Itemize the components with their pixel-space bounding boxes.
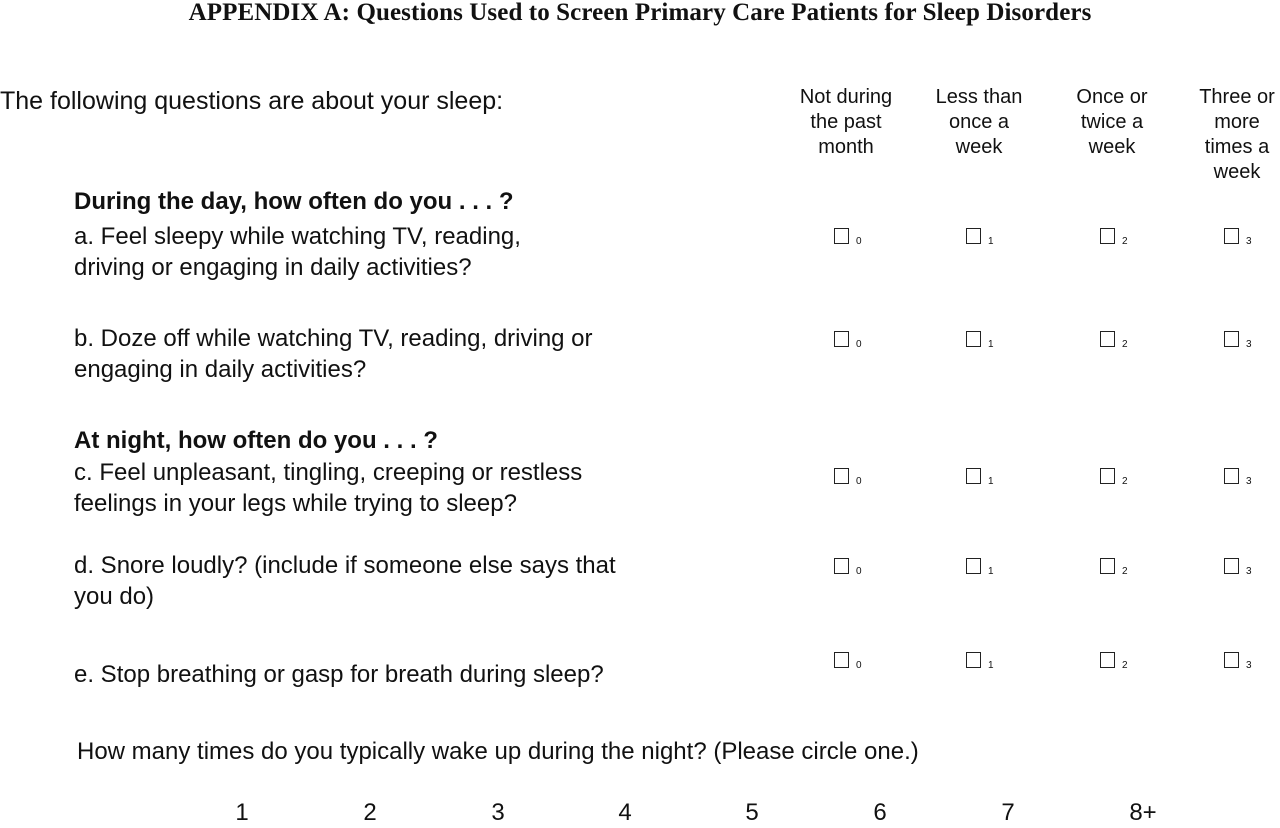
checkbox-a-1[interactable] — [966, 228, 1006, 250]
question-line: e. Stop breathing or gasp for breath during sleep? — [74, 661, 604, 688]
wake-option-1[interactable]: 1 — [235, 799, 249, 826]
section-heading-day: During the day, how often do you . . . ? — [74, 188, 514, 215]
column-header-three-or-more-week — [1177, 85, 1280, 185]
question-line: d. Snore loudly? (include if someone else says that — [74, 552, 616, 579]
column-header-line: once a — [948, 111, 1010, 133]
checkbox-code: 0 — [856, 236, 862, 247]
checkbox-square[interactable] — [1100, 228, 1115, 244]
column-header-line: month — [818, 136, 874, 158]
column-header-line: Not during — [799, 86, 893, 108]
checkbox-code: 2 — [1122, 566, 1128, 577]
checkbox-e-1[interactable] — [966, 652, 1006, 674]
wake-option-2[interactable]: 2 — [363, 799, 377, 826]
checkbox-square[interactable] — [966, 331, 981, 347]
column-header-line: the past — [810, 111, 882, 133]
checkbox-square[interactable] — [834, 468, 849, 484]
checkbox-a-2[interactable] — [1100, 228, 1140, 250]
column-header-line: week — [1088, 136, 1136, 158]
question-line: c. Feel unpleasant, tingling, creeping or restless — [74, 459, 583, 486]
checkbox-c-3[interactable] — [1224, 468, 1264, 490]
checkbox-square[interactable] — [834, 558, 849, 574]
checkbox-code: 1 — [988, 339, 994, 350]
intro-text: The following questions are about your sleep: — [0, 87, 504, 115]
checkbox-square[interactable] — [834, 652, 849, 668]
checkbox-code: 1 — [988, 476, 994, 487]
column-header-line: week — [1213, 161, 1261, 183]
wake-option-5[interactable]: 5 — [745, 799, 759, 826]
checkbox-e-2[interactable] — [1100, 652, 1140, 674]
checkbox-square[interactable] — [966, 468, 981, 484]
checkbox-d-2[interactable] — [1100, 558, 1140, 580]
question-b — [74, 323, 714, 385]
checkbox-code: 2 — [1122, 476, 1128, 487]
checkbox-square[interactable] — [1100, 468, 1115, 484]
question-e — [74, 659, 714, 690]
checkbox-square[interactable] — [1224, 558, 1239, 574]
section-heading-night: At night, how often do you . . . ? — [74, 427, 438, 454]
checkbox-square[interactable] — [1100, 652, 1115, 668]
question-line: you do) — [74, 583, 155, 610]
column-header-line: more — [1214, 111, 1260, 133]
document-title: APPENDIX A: Questions Used to Screen Primary Care Patients for Sleep Disorders — [188, 0, 1092, 26]
checkbox-code: 1 — [988, 566, 994, 577]
question-c — [74, 457, 714, 519]
checkbox-c-1[interactable] — [966, 468, 1006, 490]
checkbox-e-3[interactable] — [1224, 652, 1264, 674]
checkbox-square[interactable] — [966, 652, 981, 668]
column-header-line: Less than — [935, 86, 1023, 108]
checkbox-code: 1 — [988, 236, 994, 247]
checkbox-d-0[interactable] — [834, 558, 874, 580]
checkbox-code: 3 — [1246, 236, 1252, 247]
question-line: b. Doze off while watching TV, reading, driving or — [74, 325, 593, 352]
wake-option-8-plus[interactable]: 8+ — [1129, 799, 1157, 826]
checkbox-square[interactable] — [1224, 228, 1239, 244]
checkbox-square[interactable] — [1224, 652, 1239, 668]
checkbox-b-3[interactable] — [1224, 331, 1264, 353]
column-header-once-or-twice-week — [1052, 85, 1172, 160]
checkbox-code: 3 — [1246, 339, 1252, 350]
checkbox-square[interactable] — [834, 331, 849, 347]
wake-option-3[interactable]: 3 — [491, 799, 505, 826]
wake-option-6[interactable]: 6 — [873, 799, 887, 826]
column-header-line: times a — [1204, 136, 1270, 158]
checkbox-square[interactable] — [1224, 331, 1239, 347]
checkbox-d-3[interactable] — [1224, 558, 1264, 580]
checkbox-c-2[interactable] — [1100, 468, 1140, 490]
question-line: a. Feel sleepy while watching TV, reading, — [74, 223, 521, 250]
checkbox-e-0[interactable] — [834, 652, 874, 674]
checkbox-code: 3 — [1246, 476, 1252, 487]
checkbox-b-2[interactable] — [1100, 331, 1140, 353]
checkbox-c-0[interactable] — [834, 468, 874, 490]
wake-option-4[interactable]: 4 — [618, 799, 632, 826]
checkbox-a-3[interactable] — [1224, 228, 1264, 250]
question-line: driving or engaging in daily activities? — [74, 254, 472, 281]
checkbox-code: 1 — [988, 660, 994, 671]
question-d — [74, 550, 714, 612]
checkbox-square[interactable] — [966, 228, 981, 244]
question-line: feelings in your legs while trying to sleep? — [74, 490, 517, 517]
column-header-not-during-past-month — [786, 85, 906, 160]
column-header-line: week — [955, 136, 1003, 158]
wake-option-7[interactable]: 7 — [1001, 799, 1015, 826]
checkbox-square[interactable] — [1100, 331, 1115, 347]
checkbox-b-1[interactable] — [966, 331, 1006, 353]
checkbox-d-1[interactable] — [966, 558, 1006, 580]
column-header-less-than-once-week — [919, 85, 1039, 160]
column-header-line: Three or — [1199, 86, 1275, 108]
checkbox-b-0[interactable] — [834, 331, 874, 353]
checkbox-code: 2 — [1122, 660, 1128, 671]
checkbox-code: 3 — [1246, 566, 1252, 577]
checkbox-code: 2 — [1122, 236, 1128, 247]
checkbox-code: 3 — [1246, 660, 1252, 671]
column-header-line: Once or — [1076, 86, 1148, 108]
question-line: engaging in daily activities? — [74, 356, 367, 383]
checkbox-square[interactable] — [966, 558, 981, 574]
checkbox-code: 0 — [856, 339, 862, 350]
checkbox-code: 2 — [1122, 339, 1128, 350]
checkbox-a-0[interactable] — [834, 228, 874, 250]
wake-question: How many times do you typically wake up during the night? (Please circle one.) — [77, 738, 919, 765]
checkbox-square[interactable] — [1224, 468, 1239, 484]
checkbox-square[interactable] — [1100, 558, 1115, 574]
checkbox-code: 0 — [856, 660, 862, 671]
question-a — [74, 221, 714, 283]
checkbox-square[interactable] — [834, 228, 849, 244]
checkbox-code: 0 — [856, 476, 862, 487]
column-header-line: twice a — [1080, 111, 1144, 133]
checkbox-code: 0 — [856, 566, 862, 577]
